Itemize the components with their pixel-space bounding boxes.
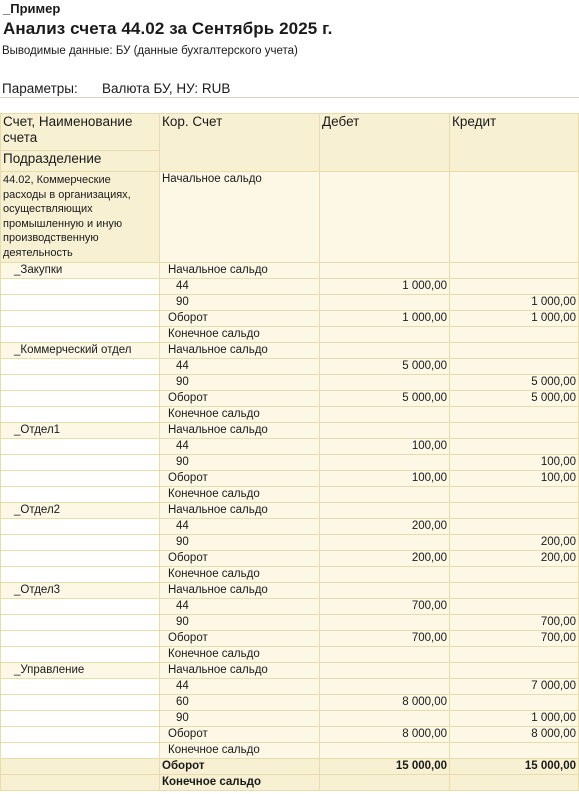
table-row <box>1 439 579 455</box>
division-cell <box>1 311 160 327</box>
division-name: _Отдел2 <box>1 503 160 519</box>
credit-value: 1 000,00 <box>450 711 579 727</box>
division-cell <box>1 711 160 727</box>
table-row <box>1 615 579 631</box>
kor-account: 44 <box>160 519 320 535</box>
credit-value <box>450 279 579 295</box>
debit-cell <box>320 407 450 423</box>
turnover-row <box>1 471 579 487</box>
turnover-row <box>1 631 579 647</box>
credit-cell <box>450 503 579 519</box>
table-row <box>1 295 579 311</box>
credit-value <box>450 439 579 455</box>
credit-value <box>450 599 579 615</box>
group-start-row <box>1 583 579 599</box>
turnover-credit: 5 000,00 <box>450 391 579 407</box>
division-cell <box>1 359 160 375</box>
start-balance-label: Начальное сальдо <box>160 423 320 439</box>
kor-account: 90 <box>160 455 320 471</box>
report-parameters <box>2 81 230 96</box>
division-cell <box>1 455 160 471</box>
division-cell <box>1 295 160 311</box>
total-turnover-row <box>1 759 579 775</box>
group-start-row <box>1 263 579 279</box>
division-cell <box>1 519 160 535</box>
division-cell <box>1 599 160 615</box>
organization-name: _Пример <box>3 1 61 16</box>
kor-account: 90 <box>160 295 320 311</box>
debit-cell <box>320 583 450 599</box>
column-header-kor: Кор. Счет <box>160 114 320 172</box>
credit-cell <box>450 343 579 359</box>
debit-cell <box>320 327 450 343</box>
table-row <box>1 375 579 391</box>
table-row <box>1 679 579 695</box>
turnover-debit: 1 000,00 <box>320 311 450 327</box>
table-row <box>1 455 579 471</box>
group-start-row <box>1 423 579 439</box>
credit-cell <box>450 407 579 423</box>
debit-value <box>320 679 450 695</box>
header-divider <box>0 97 579 98</box>
credit-cell <box>450 327 579 343</box>
turnover-row <box>1 311 579 327</box>
start-balance-label: Начальное сальдо <box>160 263 320 279</box>
credit-cell <box>450 423 579 439</box>
kor-account: 90 <box>160 375 320 391</box>
debit-cell <box>320 567 450 583</box>
debit-value <box>320 535 450 551</box>
end-balance-row <box>1 487 579 503</box>
turnover-debit: 200,00 <box>320 551 450 567</box>
turnover-debit: 100,00 <box>320 471 450 487</box>
turnover-debit: 8 000,00 <box>320 727 450 743</box>
total-debit: 15 000,00 <box>320 759 450 775</box>
division-cell <box>1 439 160 455</box>
debit-value <box>320 711 450 727</box>
group-start-row <box>1 663 579 679</box>
table-row <box>1 695 579 711</box>
table-row <box>1 535 579 551</box>
total-credit: 15 000,00 <box>450 759 579 775</box>
start-balance-label: Начальное сальдо <box>160 583 320 599</box>
debit-value: 200,00 <box>320 519 450 535</box>
report-title: Анализ счета 44.02 за Сентябрь 2025 г. <box>3 19 333 38</box>
debit-value <box>320 295 450 311</box>
turnover-label: Оборот <box>160 631 320 647</box>
credit-cell <box>450 743 579 759</box>
debit-cell <box>320 487 450 503</box>
kor-account: 90 <box>160 711 320 727</box>
division-cell <box>1 407 160 423</box>
turnover-row <box>1 391 579 407</box>
total-end-label: Конечное сальдо <box>160 775 320 791</box>
division-cell <box>1 487 160 503</box>
turnover-label: Оборот <box>160 391 320 407</box>
turnover-row <box>1 551 579 567</box>
kor-account: 44 <box>160 679 320 695</box>
credit-value: 7 000,00 <box>450 679 579 695</box>
division-cell <box>1 743 160 759</box>
credit-value <box>450 695 579 711</box>
kor-account: 90 <box>160 535 320 551</box>
credit-value: 700,00 <box>450 615 579 631</box>
total-blank <box>1 775 160 791</box>
end-balance-row <box>1 327 579 343</box>
division-name: _Отдел1 <box>1 423 160 439</box>
end-balance-row <box>1 567 579 583</box>
turnover-credit: 100,00 <box>450 471 579 487</box>
credit-cell <box>450 487 579 503</box>
debit-value: 8 000,00 <box>320 695 450 711</box>
turnover-label: Оборот <box>160 311 320 327</box>
end-balance-row <box>1 407 579 423</box>
division-cell <box>1 567 160 583</box>
credit-value <box>450 519 579 535</box>
debit-cell <box>320 743 450 759</box>
credit-cell <box>450 583 579 599</box>
column-header-credit: Кредит <box>450 114 579 172</box>
account-start-label: Начальное сальдо <box>160 172 320 263</box>
table-row <box>1 359 579 375</box>
debit-value: 1 000,00 <box>320 279 450 295</box>
division-cell <box>1 551 160 567</box>
turnover-credit: 1 000,00 <box>450 311 579 327</box>
report-subtitle: Выводимые данные: БУ (данные бухгалтерского учета) <box>2 45 298 57</box>
turnover-label: Оборот <box>160 551 320 567</box>
start-balance-label: Начальное сальдо <box>160 663 320 679</box>
division-cell <box>1 279 160 295</box>
debit-cell <box>320 503 450 519</box>
turnover-credit: 700,00 <box>450 631 579 647</box>
end-balance-label: Конечное сальдо <box>160 407 320 423</box>
division-cell <box>1 679 160 695</box>
table-row <box>1 711 579 727</box>
debit-cell <box>320 663 450 679</box>
column-header-division: Подразделение <box>1 151 160 172</box>
turnover-credit: 200,00 <box>450 551 579 567</box>
group-start-row <box>1 343 579 359</box>
division-name: _Коммерческий отдел <box>1 343 160 359</box>
column-header-account: Счет, Наименование счета <box>1 114 160 151</box>
report-body <box>1 114 579 791</box>
kor-account: 44 <box>160 359 320 375</box>
debit-value: 100,00 <box>320 439 450 455</box>
debit-value: 700,00 <box>320 599 450 615</box>
credit-cell <box>450 647 579 663</box>
group-start-row <box>1 503 579 519</box>
end-balance-label: Конечное сальдо <box>160 327 320 343</box>
start-balance-label: Начальное сальдо <box>160 343 320 359</box>
turnover-row <box>1 727 579 743</box>
table-row <box>1 519 579 535</box>
division-cell <box>1 391 160 407</box>
credit-value: 200,00 <box>450 535 579 551</box>
kor-account: 60 <box>160 695 320 711</box>
division-cell <box>1 695 160 711</box>
start-balance-label: Начальное сальдо <box>160 503 320 519</box>
turnover-label: Оборот <box>160 471 320 487</box>
debit-cell <box>320 263 450 279</box>
debit-value <box>320 615 450 631</box>
division-cell <box>1 471 160 487</box>
division-name: _Управление <box>1 663 160 679</box>
account-debit <box>320 172 450 263</box>
account-credit <box>450 172 579 263</box>
total-end-credit <box>450 775 579 791</box>
parameters-label: Параметры: <box>2 81 78 96</box>
kor-account: 44 <box>160 439 320 455</box>
credit-value: 100,00 <box>450 455 579 471</box>
credit-value: 1 000,00 <box>450 295 579 311</box>
division-cell <box>1 375 160 391</box>
total-end-balance-row <box>1 775 579 791</box>
turnover-label: Оборот <box>160 727 320 743</box>
kor-account: 44 <box>160 599 320 615</box>
end-balance-row <box>1 743 579 759</box>
debit-value: 5 000,00 <box>320 359 450 375</box>
debit-value <box>320 455 450 471</box>
end-balance-row <box>1 647 579 663</box>
debit-value <box>320 375 450 391</box>
kor-account: 44 <box>160 279 320 295</box>
header-row <box>1 114 579 151</box>
credit-value: 5 000,00 <box>450 375 579 391</box>
division-cell <box>1 647 160 663</box>
turnover-debit: 700,00 <box>320 631 450 647</box>
parameters-value: Валюта БУ, НУ: RUB <box>102 81 231 96</box>
table-row <box>1 599 579 615</box>
division-cell <box>1 535 160 551</box>
kor-account: 90 <box>160 615 320 631</box>
credit-value <box>450 359 579 375</box>
total-end-debit <box>320 775 450 791</box>
turnover-credit: 8 000,00 <box>450 727 579 743</box>
end-balance-label: Конечное сальдо <box>160 743 320 759</box>
division-cell <box>1 615 160 631</box>
division-name: _Закупки <box>1 263 160 279</box>
turnover-debit: 5 000,00 <box>320 391 450 407</box>
debit-cell <box>320 423 450 439</box>
report-table <box>0 113 579 791</box>
debit-cell <box>320 647 450 663</box>
debit-cell <box>320 343 450 359</box>
division-name: _Отдел3 <box>1 583 160 599</box>
column-header-debit: Дебет <box>320 114 450 172</box>
account-name: 44.02, Коммерческие расходы в организациях, осуществляющих промышленную и иную производственную деятельность <box>1 172 160 263</box>
account-row <box>1 172 579 263</box>
division-cell <box>1 727 160 743</box>
table-row <box>1 279 579 295</box>
division-cell <box>1 631 160 647</box>
division-cell <box>1 327 160 343</box>
credit-cell <box>450 567 579 583</box>
total-blank <box>1 759 160 775</box>
end-balance-label: Конечное сальдо <box>160 487 320 503</box>
end-balance-label: Конечное сальдо <box>160 647 320 663</box>
total-turnover-label: Оборот <box>160 759 320 775</box>
credit-cell <box>450 663 579 679</box>
credit-cell <box>450 263 579 279</box>
end-balance-label: Конечное сальдо <box>160 567 320 583</box>
